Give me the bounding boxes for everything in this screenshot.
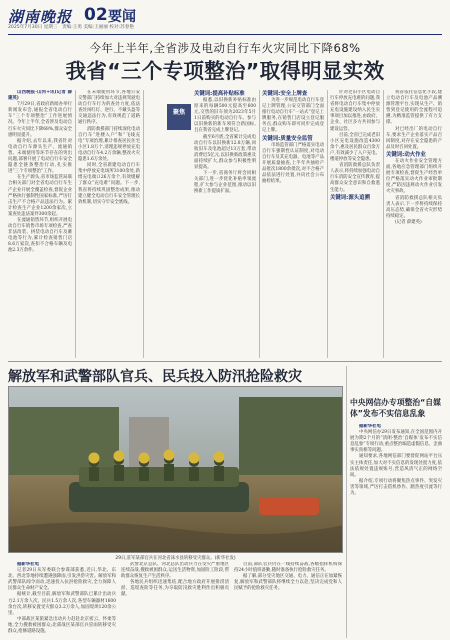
sidebar-headline: 中央网信办专项整治“自媒体”发布不实信息乱象 (350, 398, 441, 418)
page-number: 02 (84, 5, 108, 25)
paragraph: 下一步,省商务厅将会同相关部门,进一步优化补贴申领流程,扩大参与企业范围,推动以旧换新工作提质扩面。 (194, 171, 256, 195)
sidebar-byline: 据新华社电 (359, 424, 381, 429)
column-rule (383, 90, 384, 358)
paragraph: 目前,部队官兵仍在一线持续奋战,各级指挥机构保持24小时值班备勤,随时准备执行抢险救灾任务。 (234, 562, 342, 574)
lead-column-2 (78, 90, 140, 358)
lead-column-4 (262, 90, 324, 358)
masthead (8, 4, 442, 32)
subhead: 关键词:源头追溯 (330, 194, 370, 201)
paragraph: 据介绍,专项行动将聚焦热点事件、突发灾害等领域,严厉打击借机炒作、蹭热度引流等行为。 (350, 478, 442, 497)
paragraph: (记者 薛建英) (395, 219, 422, 225)
paragraph: 我省依托信息化手段,建立电动自行车及电池产品溯源管理平台,实现从生产、销售到登记使用的全流程可追溯,为精准监管提供了有力支撑。 (386, 90, 442, 126)
paragraph: 据介绍,去年以来,我省针对电动自行车源头生产、流通销售、末端使用等环节存在的突出问题,部署开展了电动自行车安全隐患全链条整治行动,扎实推进“三个专项整治”工作。 (8, 138, 72, 175)
lead-column-6 (386, 90, 442, 358)
story-divider (8, 361, 442, 362)
column-rule (143, 90, 144, 358)
paragraph: 在动火作业安全管理方面,各地应急管理部门组织开展专项检查,督促生产经营单位严格落实动火作业审批制度,严防因违规动火作业引发火灾事故。 (386, 158, 442, 195)
story2-headline: 解放军和武警部队官兵、民兵投入防汛抢险救灾 (8, 369, 302, 385)
column-rule (259, 90, 260, 358)
paragraph: 武警北京总队、河北总队出动兵力在受灾严重地区连续奋战,搜救被困群众,运送生活物资,加固险工险段,帮助群众恢复生产生活秩序。 (121, 562, 229, 580)
lead-column-1 (8, 90, 72, 358)
paragraph: 记者29日从军委联合参谋部获悉,近日,华北、东北、西北等地持续遭遇强降雨,引发洪涝灾害。解放军和武警部队闻令而动,迅速投入抗洪抢险救灾,全力保障人民群众生命财产安全。 (8, 568, 116, 592)
section-title: 要闻 (108, 9, 136, 25)
subhead: 关键词:安全上牌查 (262, 91, 308, 97)
sidebar-column (350, 424, 442, 638)
lead-column-5 (330, 90, 380, 358)
paragraph: 7月29日,省政府新闻办举行新闻发布会,通报全省电动自行车“三个专项整治”工作进展情况。今年上半年,全省涉及电动自行车火灾同比下降68%,群众安全感明显提升。 (8, 102, 72, 138)
paragraph: 目前,全省已完成老旧小区充电设施改造4300余个,惠及居民群众百余万户,有效减少了入户充电、楼道停放等安全隐患。 (330, 132, 380, 163)
paragraph: 为进一步规范电动自行车登记上牌管理,公安交管部门全面推行电动自行车“一站式”登记上牌服务,在销售门店设立登记服务点,群众购车即可同步完成登记上牌。 (262, 98, 324, 134)
paragraph: 省消防救援总队负责人表示,将持续加强电动自行车消防安全宣传教育,提高群众安全意识和自救逃生能力。 (330, 163, 380, 193)
paragraph: 据悉,以旧换新补贴标准由原来的每辆500元提高至600元,交售的旧车须为2023年5月1日前购买的电动自行车。参与以旧换新的新车须符合新国标,且在我省完成上牌登记。 (194, 98, 256, 134)
paragraph: 对已经出厂的电动自行车,要求生产企业落实产品召回制度,对存在安全隐患的产品及时召回处置。 (386, 126, 442, 150)
lead-byline: 山西晚报·山河+讯(记者 薛建英) (8, 90, 72, 102)
paragraph: 在末端使用环节,各地公安交警部门持续加大对违规驾驶电动自行车行为的查处力度,依法查处闯红灯、逆行、不戴头盔等交通违法行为,有效规范了道路通行秩序。 (78, 90, 140, 126)
column-rule (346, 366, 347, 638)
paragraph: 通知要求,各地网信部门要督促网站平台压实主体责任,加大对不实信息的发现处置力度,依法依规处置违规账号,营造风清气正的网络空间。 (350, 454, 442, 478)
subhead: 关键词:提高补贴标准 (194, 91, 245, 97)
paragraph: 市场监管部门严格落实电动自行车强制性认证制度,对电动自行车及其充电器、电池等产品开展质量抽查,上半年共抽检产品批次1800余批次,对不合格产品依法进行处置,并向社会公布抽检结果。 (262, 142, 324, 185)
paragraph: 据统计,截至目前,解放军和武警部队已累计出动兵力2.1万余人次、民兵1.5万余人次,各型车辆器材1600余台次,转移安置受灾群众3.2万余人,加固堤坝120余公里。 (8, 592, 116, 616)
paragraph: 中央网信办29日发布通知,在全国范围内开展为期2个月的“清朗·整治‘自媒体’发布不实信息乱象”专项行动,重点整治编造虚假信息、歪曲事实真相等问题。 (350, 430, 442, 454)
column-rule (75, 90, 76, 358)
story2-column-3 (234, 562, 342, 638)
paragraph: 消防救援部门持续深化电动自行车“进楼入户”和“飞线充电”专项治理,累计排查居民住宅小区1.8万个,清理违规停放充电电动自行车4.2万余辆,整改火灾隐患1.6万余处。 (78, 126, 140, 163)
story2-byline: 据新华社电 (17, 562, 39, 567)
photo-caption: 29日,驻军某部官兵在河北省涞水县转移受灾群众。(新华社发) (115, 556, 236, 561)
paragraph: 在流通销售环节,组织开展电动自行车销售市场专项检查,严查非法改装、拼装电动自行车及蓄电池等行为,累计检查销售门店8.6万家次,查扣不合格车辆及电池2.3万余件。 (8, 217, 72, 254)
paragraph: 据了解,部分受灾地区交通、电力、通信正在加紧恢复,解放军和武警部队将继续全力以赴,坚决完成党和人民赋予的抢险救灾任务。 (234, 574, 342, 592)
dateline: 2025年7月30日 星期三 责编:王勇 美编:王丽丽 校对:苏春艳 (8, 25, 134, 30)
subhead: 关键词:动火作业 (386, 151, 426, 158)
paragraph: 针对老旧小区电动自行车停放充电难的问题,我省将电动自行车集中停放充电设施建设纳入民生实事项目加以推进,由政府、企业、社区多方共同参与建设运营。 (330, 90, 380, 132)
flood-rescue-photo (8, 386, 343, 553)
story2-column-2 (121, 562, 229, 638)
subhead: 关键词:质量安全监管 (262, 135, 313, 142)
paragraph: 省消防救援总队相关负责人表示,下一步将持续保持高压态势,确保全省火灾形势持续稳定。 (386, 195, 442, 219)
lead-column-3 (194, 90, 256, 358)
paragraph: 同时,全省新建电动自行车集中停放充电场所3100余处,新增充电端口26万余个,有效缓解了群众“充电难”问题。下一步,我省将持续巩固整治成果,推动建立健全电动自行车安全管理长效机制,切实守牢安全底线。 (78, 163, 140, 205)
paragraph: 截至6月底,全省累计完成电动自行车以旧换新12.8万辆,回收旧车及电池超过13万套,带动消费近5亿元,以旧换新政策惠及面持续扩大,群众参与积极性明显提高。 (194, 134, 256, 171)
paragraph: 各地民兵组织迅速集结,配合地方政府开展排涝清淤、巡堤查险等任务,为夺取防汛救灾胜利作出积极贡献。 (121, 580, 229, 598)
lead-headline: 我省“三个专项整治”取得明显实效 (65, 59, 385, 83)
story2-column-1 (8, 562, 116, 638)
masthead-divider (8, 34, 442, 35)
section-tag: 聚焦 (167, 104, 191, 130)
flood-rescue-image (9, 387, 343, 553)
column-rule (327, 90, 328, 358)
paragraph: 在生产源头,省市场监管局联合相关部门对全省电动自行车生产企业开展全覆盖检查,督促企业严格执行强制性国家标准,严厉打击生产不合格产品违法行为。累计检查生产企业1200余家次,立案查处违法案件300余起。 (8, 175, 72, 217)
newspaper-logo: 湖南晚报 (8, 8, 73, 26)
paragraph: 中部战区某旅紧急出动兵力赶赴北京密云、怀柔等地,全力搜救被困群众;北部战区某部官兵冒雨转移受灾群众,抢修道路设施。 (8, 616, 116, 635)
lead-kicker: 今年上半年,全省涉及电动自行车火灾同比下降68% (89, 41, 361, 55)
